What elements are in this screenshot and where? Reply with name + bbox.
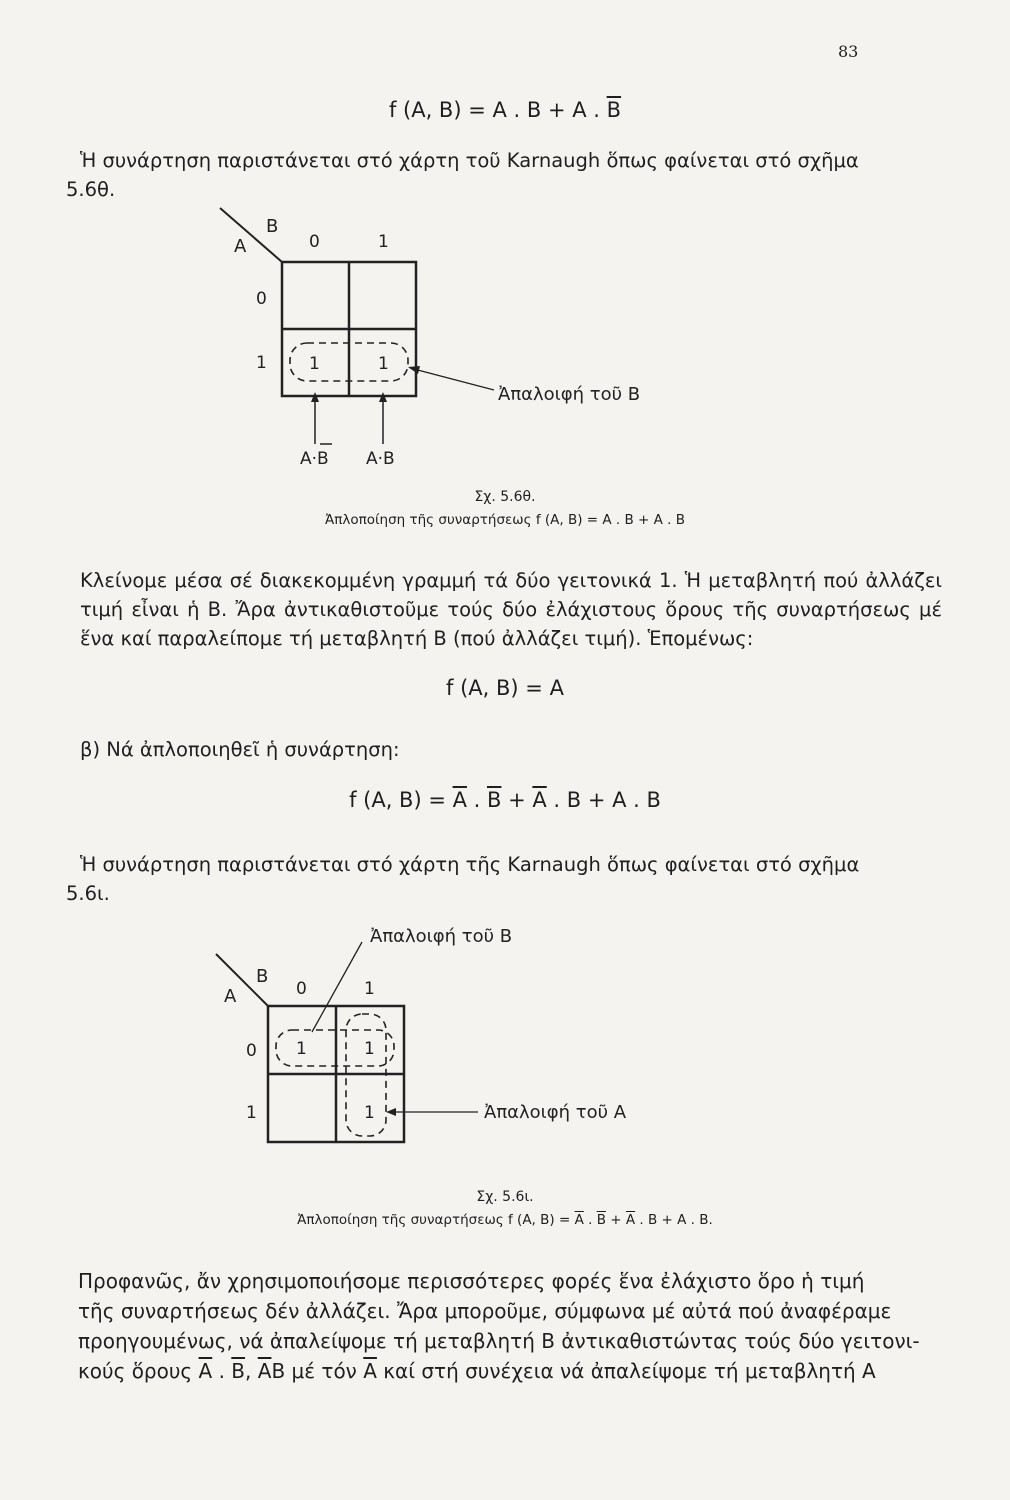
- intro-paragraph-1: [66, 146, 942, 204]
- annotation-right-arrowhead: [386, 1108, 396, 1116]
- map-col-variable: B: [266, 216, 279, 237]
- equation-2: f (A, B) = A: [446, 676, 564, 700]
- caption-2-text: [0, 1211, 1010, 1230]
- page-number: 83: [838, 42, 859, 61]
- map2-row-variable: A: [224, 986, 237, 1007]
- karnaugh-map-fig-5-6-iota: [0, 910, 1010, 1190]
- body-paragraph-2: [78, 1266, 944, 1386]
- annotation-eliminate-b-2: Ἀπαλοιφή τοῦ B: [370, 926, 513, 947]
- intro-paragraph-2: [66, 850, 942, 908]
- intro-1-line-2: 5.6θ.: [66, 178, 116, 201]
- term-label-a-b: A·B: [366, 449, 395, 469]
- part-b-heading: β) Νά ἀπλοποιηθεῖ ἡ συνάρτηση:: [80, 738, 400, 761]
- caption-number: Σχ. 5.6θ.: [474, 489, 536, 505]
- map2-row-label-0: 0: [246, 1041, 257, 1061]
- map-col-label-0: 0: [309, 232, 320, 252]
- eq3-dot: .: [466, 788, 487, 812]
- caption-2-number: Σχ. 5.6ι.: [476, 1189, 534, 1205]
- eq3-rest: . B + A . B: [546, 788, 661, 812]
- caption-2-bbar: $\overline{B}$: [596, 1212, 606, 1228]
- term-label-a-bbar: [300, 449, 329, 469]
- para2-dot: .: [212, 1359, 232, 1383]
- caption-2-plus: +: [605, 1212, 626, 1228]
- map2-col-label-1: 1: [364, 979, 375, 999]
- caption-2-abar-1: $\overline{A}$: [574, 1212, 584, 1228]
- para2-bbar: $\overline{B}$: [231, 1359, 246, 1383]
- para2-line-2: τῆς συναρτήσεως δέν ἀλλάζει. Ἄρα μποροῦμε, σύμφωνα μέ αὐτά πού ἀναφέραμε: [78, 1299, 892, 1323]
- caption-text: Ἀπλοποίηση τῆς συναρτήσεως f (A, B) = A . B + A . B: [324, 512, 686, 528]
- body-paragraph-1: Κλείνομε μέσα σέ διακεκομμένη γραμμή τά δύο γειτονικά 1. Ἡ μεταβλητή πού ἀλλάζει τιμή εἶναι ἡ B. Ἄρα ἀντικαθιστοῦμε τούς δύο ἐλάχιστους ὅρους τῆς συναρτήσεως μέ ἕνα καί παραλείπομε τή μεταβλητή B (πού ἀλλάζει τιμή). Ἑπομένως:: [80, 569, 942, 650]
- para2-line-4: [78, 1356, 944, 1386]
- intro-1-line-1: Ἡ συνάρτηση παριστάνεται στό χάρτη τοῦ Karnaugh ὅπως φαίνεται στό σχῆμα: [80, 149, 859, 172]
- equation-3: [0, 788, 1010, 812]
- map2-row-label-1: 1: [246, 1103, 257, 1123]
- map2-col-variable: B: [256, 966, 269, 987]
- equation-1-bar: $\overline{B}$: [606, 98, 622, 122]
- map-row-variable: A: [234, 236, 247, 257]
- para2-post: καί στή συνέχεια νά ἀπαλείψομε τή μεταβλητή A: [376, 1359, 876, 1383]
- annotation-eliminate-b: Ἀπαλοιφή τοῦ B: [498, 384, 641, 405]
- map-row-label-1: 1: [256, 353, 267, 373]
- eq3-plus: +: [501, 788, 533, 812]
- caption-2-rest: . B + A . B.: [635, 1212, 713, 1228]
- map-cell-1-1: 1: [378, 354, 389, 374]
- map2-cell-0-1: 1: [364, 1039, 375, 1059]
- para2-mid: B μέ τόν: [271, 1359, 364, 1383]
- intro-2-line-1: Ἡ συνάρτηση παριστάνεται στό χάρτη τῆς Karnaugh ὅπως φαίνεται στό σχῆμα: [80, 853, 860, 876]
- map-row-label-0: 0: [256, 289, 267, 309]
- para2-abar-3: $\overline{A}$: [363, 1359, 377, 1383]
- figure-caption-5-6-theta: [0, 488, 1010, 530]
- figure-caption-5-6-iota: [0, 1188, 1010, 1230]
- para2-l4-pre: κούς ὅρους: [78, 1359, 199, 1383]
- para2-line-3: προηγουμένως, νά ἀπαλείψομε τή μεταβλητή B ἀντικαθιστώντας τούς δύο γειτονι-: [78, 1329, 920, 1353]
- para2-line-1: Προφανῶς, ἄν χρησιμοποιήσομε περισσότερες φορές ἕνα ἐλάχιστο ὅρο ἡ τιμή: [78, 1269, 865, 1293]
- caption-2-pre: Ἀπλοποίηση τῆς συναρτήσεως f (A, B) =: [297, 1212, 575, 1228]
- equation-1: [0, 98, 1010, 122]
- map2-col-label-0: 0: [296, 979, 307, 999]
- term-label-bbar-part: B: [317, 449, 329, 469]
- caption-2-abar-2: $\overline{A}$: [625, 1212, 636, 1228]
- annotation-eliminate-a: Ἀπαλοιφή τοῦ A: [484, 1102, 627, 1123]
- caption-2-dot: .: [583, 1212, 597, 1228]
- annotation-arrowhead: [408, 366, 420, 374]
- annotation-leader-line: [410, 368, 494, 390]
- eq3-abar-2: $\overline{A}$: [532, 788, 547, 812]
- para2-abar-2: $\overline{A}$: [257, 1359, 272, 1383]
- term-label-a-part: A·: [300, 449, 318, 469]
- eq3-bbar: $\overline{B}$: [487, 788, 502, 812]
- eq3-abar-1: $\overline{A}$: [452, 788, 467, 812]
- equation-1-text: f (A, B) = A . B + A .: [388, 98, 607, 122]
- map-cell-1-0: 1: [309, 354, 320, 374]
- map2-cell-1-1: 1: [364, 1103, 375, 1123]
- eq3-p1: f (A, B) =: [349, 788, 453, 812]
- para2-abar-1: $\overline{A}$: [198, 1359, 213, 1383]
- map2-cell-0-0: 1: [296, 1039, 307, 1059]
- map-col-label-1: 1: [378, 232, 389, 252]
- intro-2-line-2: 5.6ι.: [66, 882, 110, 905]
- para2-comma: ,: [245, 1359, 258, 1383]
